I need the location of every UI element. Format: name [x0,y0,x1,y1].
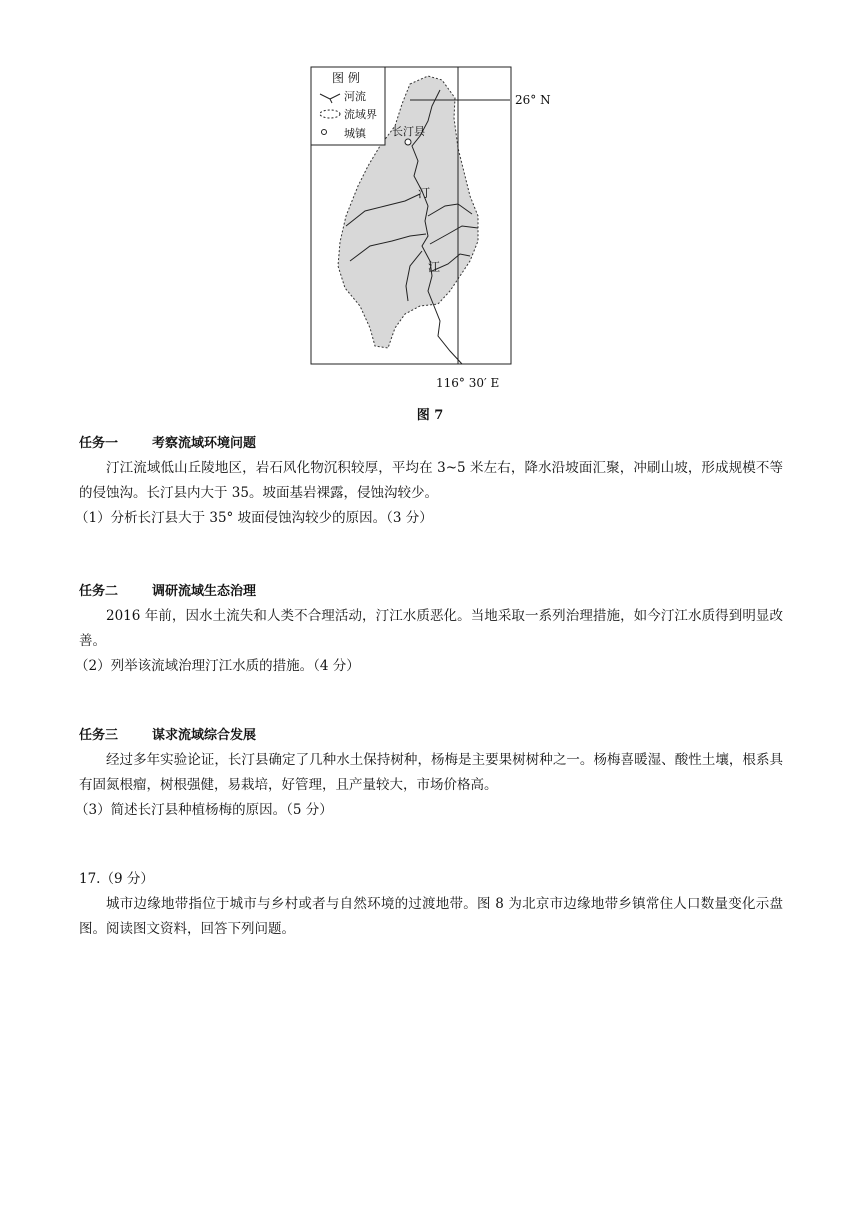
legend-label-boundary: 流域界 [344,108,377,121]
longitude-label: 116° 30′ E [436,376,500,390]
figure-caption: 图 7 [416,408,444,423]
task1-body: 汀江流域低山丘陵地区，岩石风化物沉积较厚，平均在 3~5 米左右，降水沿坡面汇聚，冲刷山坡，形成规模不等的侵蚀沟。长汀县内大于 35。坡面基岩裸露，侵蚀沟较少。 [79,460,783,501]
task3-body: 经过多年实验论证，长汀县确定了几种水土保持树种，杨梅是主要果树树种之一。杨梅喜暖湿、酸性土壤，根系具有固氮根瘤，树根强健，易栽培，好管理，且产量较大，市场价格高。 [79,752,783,793]
town-label: 长汀县 [392,125,425,138]
q17-header: 17.（9 分） [79,871,154,887]
town-marker [405,139,411,145]
task3-heading [79,723,783,748]
task3-title: 谋求流域综合发展 [152,728,257,743]
task3-section [75,723,783,823]
task2-section [75,579,783,679]
river-name-char-2: 江 [428,260,441,274]
task2-question: （2）列举该流域治理汀江水质的措施。（4 分） [75,658,360,674]
task1-num: 任务一 [79,436,119,451]
basin-map [310,66,570,366]
q17-body: 城市边缘地带指位于城市与乡村或者与自然环境的过渡地带。图 8 为北京市边缘地带乡镇常住人口数量变化示盘图。阅读图文资料，回答下列问题。 [79,896,783,937]
task1-heading [79,431,783,456]
legend-label-town: 城镇 [344,127,366,140]
task2-body: 2016 年前，因水土流失和人类不合理活动，汀江水质恶化。当地采取一系列治理措施，如今汀江水质得到明显改善。 [79,608,783,649]
task3-num: 任务三 [79,728,119,743]
task2-heading [79,579,783,604]
task1-question: （1）分析长汀县大于 35° 坡面侵蚀沟较少的原因。（3 分） [75,510,433,526]
task3-question: （3）简述长汀县种植杨梅的原因。（5 分） [75,802,333,818]
latitude-label: 26° N [515,93,551,107]
legend-label-river: 河流 [344,90,366,103]
river-name-char-1: 汀 [418,186,431,200]
town-icon [322,130,327,135]
q17-section [79,867,783,942]
task2-num: 任务二 [79,584,119,599]
task2-title: 调研流域生态治理 [152,584,257,599]
task1-section [75,431,783,531]
task1-title: 考察流域环境问题 [152,436,257,451]
legend-title: 图 例 [332,71,360,85]
